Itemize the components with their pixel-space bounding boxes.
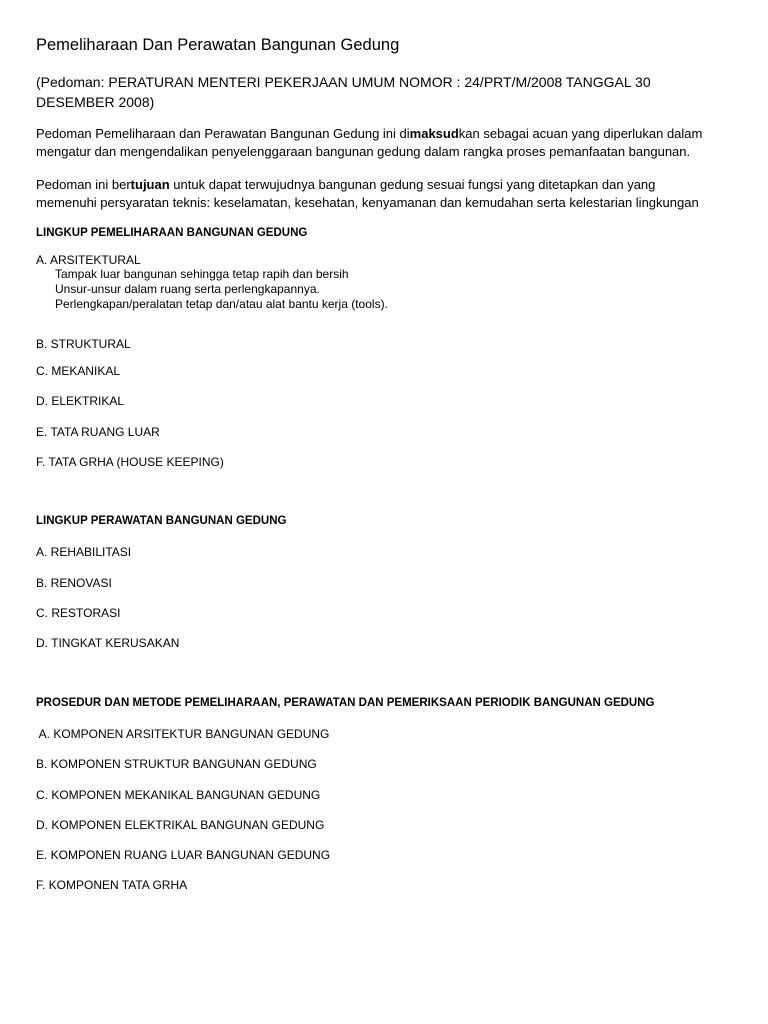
list-subitem: Perlengkapan/peralatan tetap dan/atau alat bantu kerja (tools). [55,297,388,311]
paragraph-line: memenuhi persyaratan teknis: keselamatan, kesehatan, kenyamanan dan kemudahan serta kelestarian lingkungan [36,195,699,210]
paragraph-line [36,176,699,194]
paragraph-text: kan sebagai acuan yang diperlukan dalam [458,126,703,141]
paragraph-text: Pedoman Pemeliharaan dan Perawatan Bangunan Gedung ini di [36,126,410,141]
list-item: D. KOMPONEN ELEKTRIKAL BANGUNAN GEDUNG [36,818,325,832]
list-item: C. RESTORASI [36,606,121,620]
list-item: F. KOMPONEN TATA GRHA [36,878,188,892]
emphasis-text: maksud [409,126,459,141]
section-heading-care: LINGKUP PERAWATAN BANGUNAN GEDUNG [36,515,287,527]
section-heading-maintenance: LINGKUP PEMELIHARAAN BANGUNAN GEDUNG [36,227,308,239]
document-title: Pemeliharaan Dan Perawatan Bangunan Gedung [36,36,400,54]
list-item: C. MEKANIKAL [36,364,121,378]
subtitle-line: (Pedoman: PERATURAN MENTERI PEKERJAAN UMUM NOMOR : 24/PRT/M/2008 TANGGAL 30 [36,74,651,90]
paragraph-line [36,125,702,143]
section-heading-procedure: PROSEDUR DAN METODE PEMELIHARAAN, PERAWATAN DAN PEMERIKSAAN PERIODIK BANGUNAN GEDUNG [36,697,655,709]
list-item: B. STRUKTURAL [36,337,131,351]
list-item: A. KOMPONEN ARSITEKTUR BANGUNAN GEDUNG [36,727,330,741]
purpose-paragraph [36,125,702,161]
list-item: F. TATA GRHA (HOUSE KEEPING) [36,455,224,469]
emphasis-text: tujuan [130,177,170,192]
list-item: E. KOMPONEN RUANG LUAR BANGUNAN GEDUNG [36,848,331,862]
list-item: D. TINGKAT KERUSAKAN [36,636,180,650]
list-subitem: Unsur-unsur dalam ruang serta perlengkapannya. [55,282,320,296]
list-item: B. RENOVASI [36,576,112,590]
paragraph-line: mengatur dan mengendalikan penyelenggaraan bangunan gedung dalam rangka proses pemanfaatan bangunan. [36,144,691,159]
list-item: D. ELEKTRIKAL [36,394,125,408]
list-item: A. REHABILITASI [36,545,132,559]
list-item: B. KOMPONEN STRUKTUR BANGUNAN GEDUNG [36,757,317,771]
paragraph-text: untuk dapat terwujudnya bangunan gedung sesuai fungsi yang ditetapkan dan yang [169,177,656,192]
paragraph-text: Pedoman ini ber [36,177,131,192]
document-subtitle [36,72,651,112]
list-subitem: Tampak luar bangunan sehingga tetap rapih dan bersih [55,267,349,281]
list-item: C. KOMPONEN MEKANIKAL BANGUNAN GEDUNG [36,788,321,802]
list-item: E. TATA RUANG LUAR [36,425,160,439]
list-item: A. ARSITEKTURAL [36,253,141,267]
subtitle-line: DESEMBER 2008) [36,94,155,110]
objective-paragraph [36,176,699,212]
